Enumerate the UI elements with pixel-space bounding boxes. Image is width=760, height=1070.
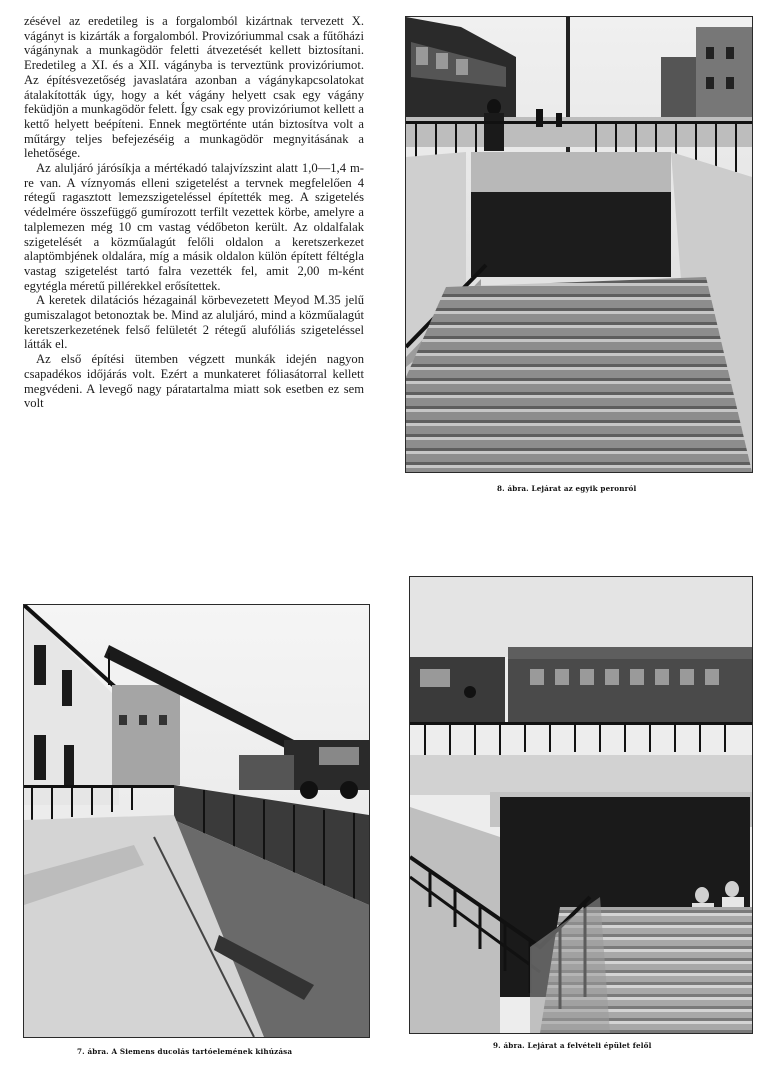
figure-8-caption: 8. ábra. Lejárat az egyik peronról bbox=[497, 484, 637, 493]
figure-7-caption: 7. ábra. A Siemens ducolás tartóelemének kihúzása bbox=[77, 1047, 293, 1056]
paragraph-3: A keretek dilatációs hézagainál körbevezetett Meyod M.35 jelű gumiszalagot betonoztak be. Mind az aluljáró, mind a közműalagút keretszerkezetének felső felületét 2 rétegű alufóliás szigeteléssel látták el. bbox=[24, 293, 364, 352]
figure-8-photo bbox=[405, 16, 753, 473]
figure-9-caption: 9. ábra. Lejárat a felvételi épület felől bbox=[493, 1041, 652, 1050]
figure-9-photo bbox=[409, 576, 753, 1034]
paragraph-1: zésével az eredetileg is a forgalomból kizártnak tervezett X. vágányt is kizárták a forgalomból. Provizóriummal csak a fűtőházi vágánynak a munkagödör feletti átvezetését kellett biztosítani. Eredetileg a XI. és a XII. vágányba is terveztünk provizóriumot. Az építésvezetőség javaslatára azonban a vágánykapcsolatokat átalakították úgy, hogy a két vágány helyett csak egy vágány feküdjön a munkagödör felett. Így csak egy provizóriumot kellett a kettő helyett beépíteni. Ennek megtörténte után biztosítva volt a műtárgy teljes befejezéséig a munkagödör megnyitásának a lehetősége. bbox=[24, 14, 364, 161]
paragraph-2: Az aluljáró járósíkja a mértékadó talajvízszint alatt 1,0—1,4 m-re van. A víznyomás elleni szigetelést a tervnek megfelelően 4 rétegű ragasztott lemezszigeteléssel építették meg. A szigetelés védelmére összefüggő gumírozott terfilt vezettek körbe, amelyre a talplemezen még 10 cm vastag védőbeton került. Az oldalfalak szigetelését a közműalagút felőli oldalon a keretszerkezet alaptömbjének oldalára, míg a másik oldalon külön épített féltégla vastag szigetelést tartó falra vezették fel, amit 2,00 m-ként egytégla méretű pillérekkel erősítettek. bbox=[24, 161, 364, 293]
figure-7-photo bbox=[23, 604, 370, 1038]
article-text-column bbox=[24, 14, 364, 411]
paragraph-4: Az első építési ütemben végzett munkák idején nagyon csapadékos időjárás volt. Ezért a munkateret fóliasátorral kellett megvédeni. A levegő nagy páratartalma miatt sok esetben ez sem volt bbox=[24, 352, 364, 411]
